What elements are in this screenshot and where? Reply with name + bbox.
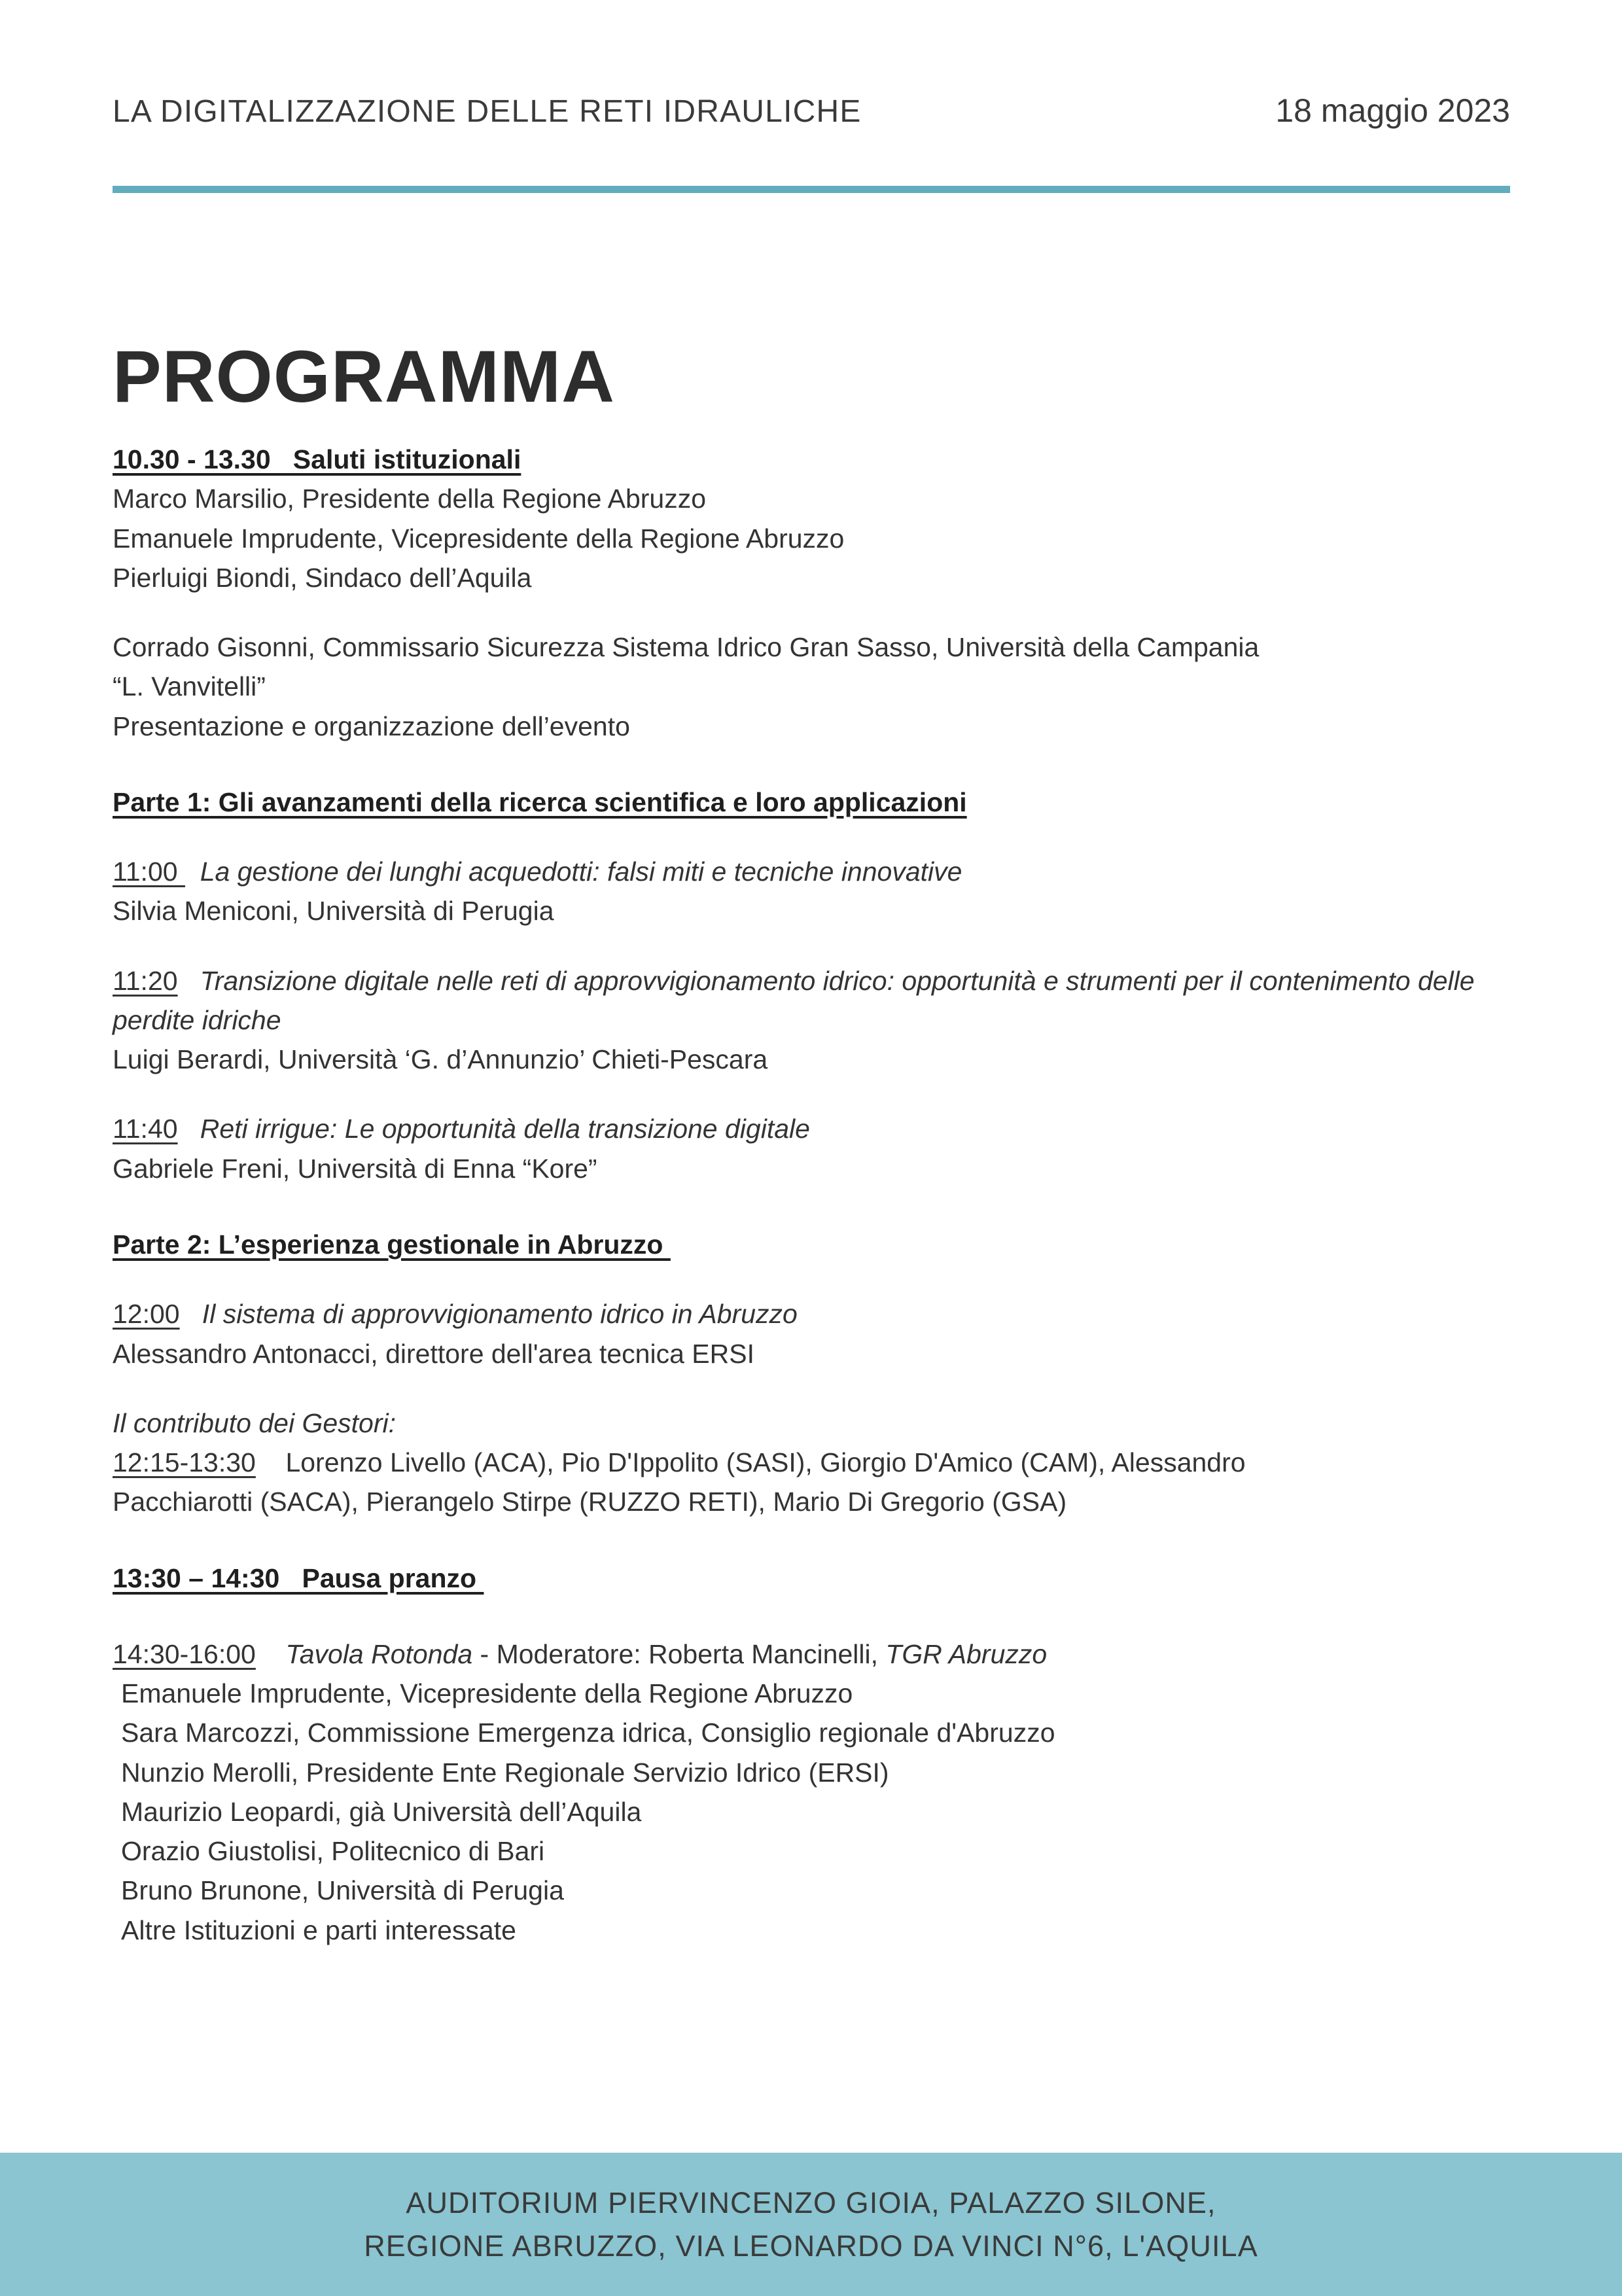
tavola-rotonda-time: 14:30-16:00 <box>113 1638 256 1669</box>
spacer <box>113 1264 1519 1294</box>
spacer <box>113 1598 1519 1634</box>
spacer <box>113 597 1519 627</box>
section-parte-1 <box>113 783 1519 1188</box>
talk-item <box>113 852 1519 931</box>
tavola-rotonda-label: Tavola Rotonda <box>285 1638 473 1669</box>
spacer <box>113 1522 1519 1559</box>
parte2-heading: Parte 2: L’esperienza gestionale in Abruzzo <box>113 1229 671 1260</box>
header-event-title: LA DIGITALIZZAZIONE DELLE RETI IDRAULICHE <box>113 94 862 129</box>
saluti-speaker: Emanuele Imprudente, Vicepresidente della Regione Abruzzo <box>113 523 845 554</box>
commissario-line-primary: Corrado Gisonni, Commissario Sicurezza Sistema Idrico Gran Sasso, Università della Campania <box>113 632 1260 663</box>
talk-item <box>113 961 1519 1080</box>
venue-line-1: AUDITORIUM PIERVINCENZO GIOIA, PALAZZO SILONE, <box>406 2186 1216 2220</box>
panel-participant: Emanuele Imprudente, Vicepresidente della Regione Abruzzo <box>121 1678 853 1709</box>
pausa-pranzo-heading: 13:30 – 14:30 Pausa pranzo <box>113 1563 484 1593</box>
talk-speaker: Silvia Meniconi, Università di Perugia <box>113 896 554 927</box>
saluti-speaker: Marco Marsilio, Presidente della Regione Abruzzo <box>113 484 707 514</box>
panel-participant: Orazio Giustolisi, Politecnico di Bari <box>121 1836 545 1867</box>
talk-title-line <box>113 852 1519 891</box>
talk-title-line <box>113 1294 1519 1333</box>
panel-participant: Nunzio Merolli, Presidente Ente Regionale Servizio Idrico (ERSI) <box>121 1757 889 1788</box>
venue-footer-banner <box>0 2153 1622 2296</box>
gestori-block <box>113 1404 1519 1522</box>
talk-title-line <box>113 1109 1519 1148</box>
spacer <box>113 931 1519 961</box>
gestori-names: Lorenzo Livello (ACA), Pio D'Ippolito (SASI), Giorgio D'Amico (CAM), Alessandro <box>285 1447 1246 1478</box>
tavola-rotonda-moderator: - Moderatore: Roberta Mancinelli, <box>472 1638 886 1669</box>
tavola-rotonda-moderator-affiliation: TGR Abruzzo <box>885 1638 1048 1669</box>
talk-title: Il sistema di approvvigionamento idrico in Abruzzo <box>202 1299 798 1330</box>
saluti-speaker: Pierluigi Biondi, Sindaco dell’Aquila <box>113 562 532 593</box>
talk-title: Reti irrigue: Le opportunità della transizione digitale <box>200 1114 810 1144</box>
spacer <box>113 1188 1519 1225</box>
gestori-time: 12:15-13:30 <box>113 1447 256 1478</box>
section-saluti-istituzionali <box>113 440 1519 746</box>
page-header <box>113 92 1510 130</box>
presentazione-line: Presentazione e organizzazione dell’evento <box>113 711 630 741</box>
program-content <box>113 440 1519 1950</box>
panel-participant: Maurizio Leopardi, già Università dell’Aquila <box>121 1796 642 1827</box>
panel-participant: Bruno Brunone, Università di Perugia <box>121 1875 564 1906</box>
talk-title: Transizione digitale nelle reti di approvvigionamento idrico: opportunità e strumenti per il contenimento delle perdite idriche <box>113 965 1482 1035</box>
gestori-names-line <box>113 1443 1519 1482</box>
header-divider-rule <box>113 186 1510 193</box>
venue-line-2: REGIONE ABRUZZO, VIA LEONARDO DA VINCI N°6, L'AQUILA <box>364 2229 1258 2263</box>
panel-participant: Sara Marcozzi, Commissione Emergenza idrica, Consiglio regionale d'Abruzzo <box>121 1718 1055 1748</box>
talk-time: 11:00 <box>113 857 185 887</box>
spacer <box>113 1079 1519 1109</box>
talk-item <box>113 1294 1519 1373</box>
section-pausa-pranzo <box>113 1559 1519 1598</box>
talk-time: 11:40 <box>113 1114 178 1144</box>
panel-participant: Altre Istituzioni e parti interessate <box>121 1915 516 1945</box>
section-tavola-rotonda <box>113 1634 1519 1950</box>
talk-speaker: Gabriele Freni, Università di Enna “Kore” <box>113 1153 597 1184</box>
talk-title-line <box>113 961 1519 1040</box>
talk-speaker: Alessandro Antonacci, direttore dell'area tecnica ERSI <box>113 1338 754 1369</box>
talk-time: 12:00 <box>113 1299 180 1330</box>
talk-item <box>113 1109 1519 1188</box>
commissario-line-secondary: “L. Vanvitelli” <box>113 671 266 702</box>
talk-title: La gestione dei lunghi acquedotti: falsi miti e tecniche innovative <box>200 857 962 887</box>
page-title: PROGRAMMA <box>113 336 616 418</box>
talk-speaker: Luigi Berardi, Università ‘G. d’Annunzio’ Chieti-Pescara <box>113 1044 768 1075</box>
parte1-heading: Parte 1: Gli avanzamenti della ricerca scientifica e loro applicazioni <box>113 786 967 817</box>
header-event-date: 18 maggio 2023 <box>1275 92 1510 129</box>
section-parte-2 <box>113 1225 1519 1522</box>
tavola-rotonda-header-line <box>113 1634 1519 1674</box>
spacer <box>113 1373 1519 1404</box>
saluti-heading: 10.30 - 13.30 Saluti istituzionali <box>113 444 521 474</box>
gestori-label: Il contributo dei Gestori: <box>113 1407 396 1438</box>
gestori-names-line: Pacchiarotti (SACA), Pierangelo Stirpe (RUZZO RETI), Mario Di Gregorio (GSA) <box>113 1487 1067 1517</box>
spacer <box>113 746 1519 783</box>
talk-time: 11:20 <box>113 965 178 996</box>
spacer <box>113 822 1519 852</box>
